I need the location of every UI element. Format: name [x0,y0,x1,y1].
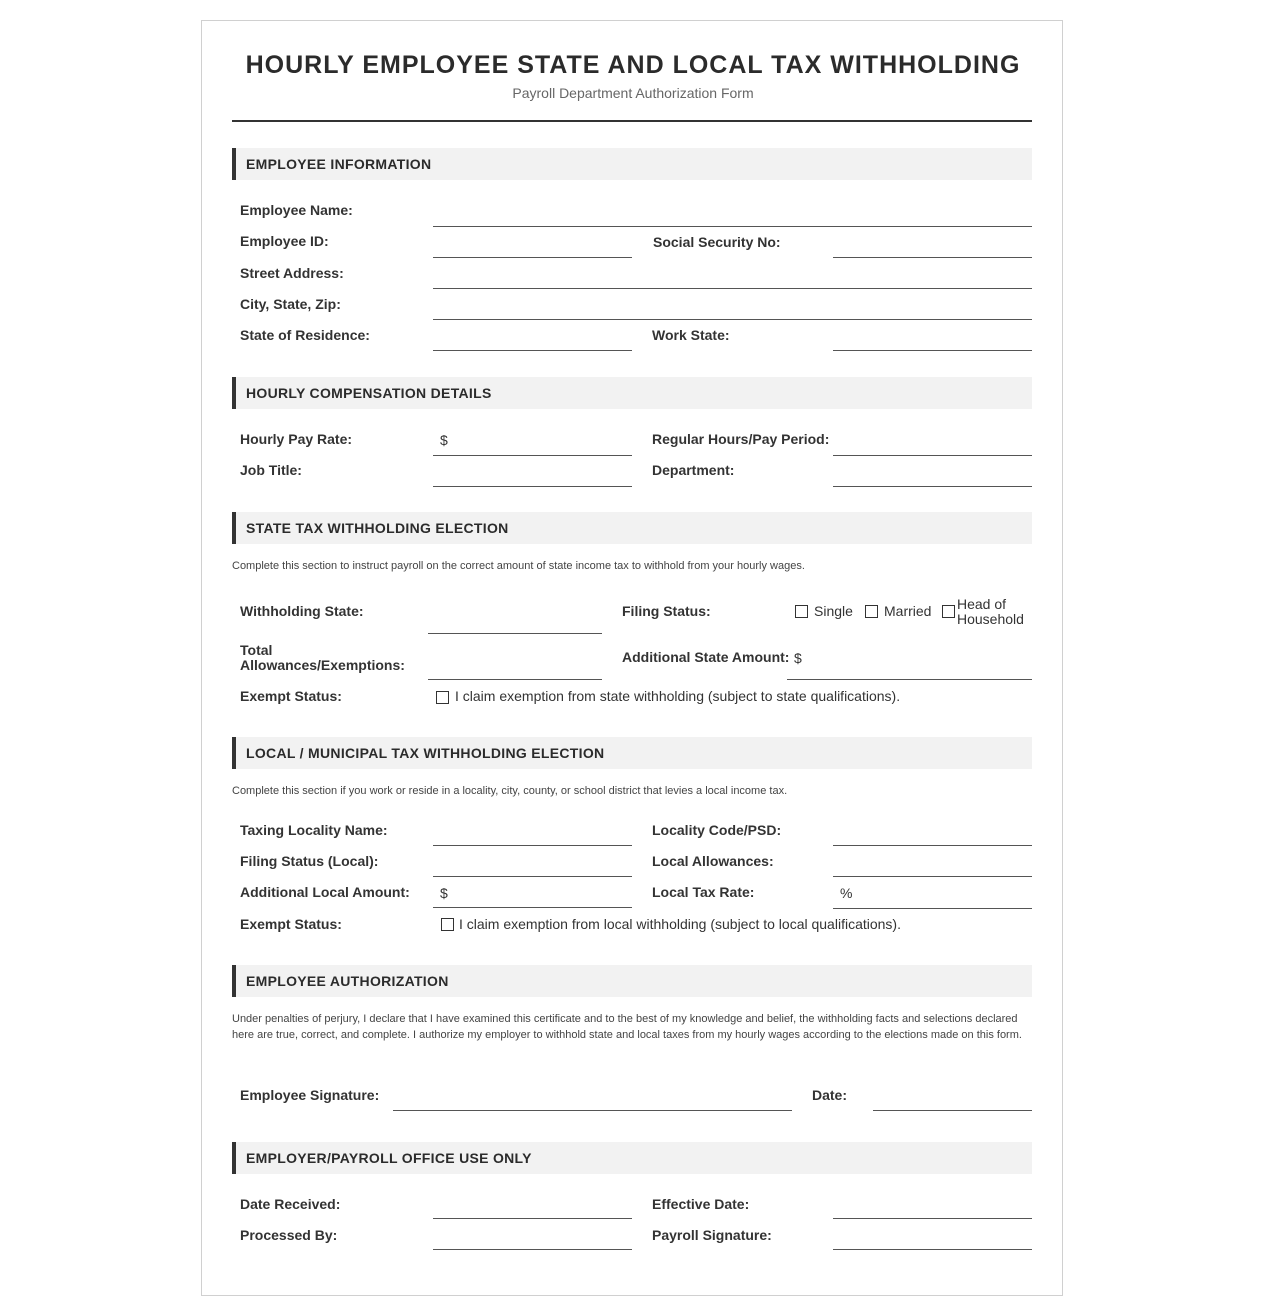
filing-status-label: Filing Status: [622,603,711,619]
form-subtitle: Payroll Department Authorization Form [512,85,754,101]
married-checkbox[interactable] [865,605,878,618]
taxing-locality-name-label: Taxing Locality Name: [240,822,388,838]
job-title-field[interactable] [433,486,632,487]
section-heading: LOCAL / MUNICIPAL TAX WITHHOLDING ELECTION [246,745,605,761]
local-allowances-field[interactable] [833,876,1032,877]
state-exempt-status-label: Exempt Status: [240,688,342,704]
job-title-label: Job Title: [240,462,302,478]
state-exempt-text: I claim exemption from state withholding (subject to state qualifications). [455,688,901,704]
section-hourly-compensation [232,377,1032,409]
work-state-label: Work State: [652,327,730,343]
authorization-note-line2: here are true, correct, and complete. I authorize my employer to withhold state and local taxes from my hourly wages according to the elections made on this form. [232,1029,1022,1041]
form-title: HOURLY EMPLOYEE STATE AND LOCAL TAX WITHHOLDING [245,51,1021,79]
withholding-state-field[interactable] [428,633,602,634]
head-of-household-checkbox[interactable] [942,605,955,618]
date-received-field[interactable] [433,1218,632,1219]
withholding-state-label: Withholding State: [240,603,364,619]
local-tax-note: Complete this section if you work or reside in a locality, city, county, or school district that levies a local income tax. [232,785,788,797]
currency-prefix: $ [440,885,448,901]
state-of-residence-field[interactable] [433,350,632,351]
local-tax-rate-label: Local Tax Rate: [652,884,755,900]
effective-date-label: Effective Date: [652,1196,750,1212]
section-employee-authorization [232,965,1032,997]
employee-name-field[interactable] [433,226,1032,227]
regular-hours-label: Regular Hours/Pay Period: [652,431,830,447]
employee-signature-label: Employee Signature: [240,1087,380,1103]
percent-prefix: % [840,885,853,901]
allowances-field[interactable] [428,679,602,680]
single-option-label: Single [814,603,853,619]
locality-code-label: Locality Code/PSD: [652,822,782,838]
local-exempt-checkbox[interactable] [441,918,454,931]
signature-date-field[interactable] [873,1110,1032,1111]
payroll-signature-field[interactable] [833,1249,1032,1250]
head-of-household-label-line2: Household [957,611,1024,627]
hourly-pay-rate-field[interactable] [433,455,632,456]
regular-hours-field[interactable] [833,455,1032,456]
payroll-signature-label: Payroll Signature: [652,1227,772,1243]
local-filing-status-field[interactable] [433,876,632,877]
signature-date-label: Date: [812,1087,848,1103]
state-tax-note: Complete this section to instruct payroll on the correct amount of state income tax to withhold from your hourly wages. [232,560,805,572]
single-checkbox[interactable] [795,605,808,618]
taxing-locality-name-field[interactable] [433,845,632,846]
form-page [201,20,1063,1296]
hourly-pay-rate-label: Hourly Pay Rate: [240,431,353,447]
employee-signature-field[interactable] [393,1110,792,1111]
local-tax-rate-field[interactable] [833,908,1032,909]
section-local-tax [232,737,1032,769]
section-heading: HOURLY COMPENSATION DETAILS [246,385,492,401]
additional-local-amount-field[interactable] [433,907,632,908]
ssn-label: Social Security No: [653,234,781,250]
section-employee-information [232,148,1032,180]
currency-prefix: $ [794,650,802,666]
department-field[interactable] [833,486,1032,487]
city-state-zip-label: City, State, Zip: [240,296,341,312]
allowances-label-line1: Total [240,642,273,658]
employee-id-field[interactable] [433,257,632,258]
additional-state-amount-field[interactable] [787,679,1032,680]
work-state-field[interactable] [833,350,1032,351]
street-address-field[interactable] [433,288,1032,289]
currency-prefix: $ [440,432,448,448]
additional-state-amount-label: Additional State Amount: [622,649,790,665]
local-allowances-label: Local Allowances: [652,853,774,869]
section-office-use [232,1142,1032,1174]
employee-name-label: Employee Name: [240,202,353,218]
department-label: Department: [652,462,735,478]
effective-date-field[interactable] [833,1218,1032,1219]
ssn-field[interactable] [833,257,1032,258]
locality-code-field[interactable] [833,845,1032,846]
state-exempt-checkbox[interactable] [436,691,449,704]
section-heading: STATE TAX WITHHOLDING ELECTION [246,520,509,536]
city-state-zip-field[interactable] [433,319,1032,320]
section-heading: EMPLOYER/PAYROLL OFFICE USE ONLY [246,1150,532,1166]
authorization-note-line1: Under penalties of perjury, I declare that I have examined this certificate and to the best of my knowledge and belief, the withholding facts and selections declared [232,1013,1018,1025]
section-state-tax [232,512,1032,544]
married-option-label: Married [884,603,932,619]
title-rule [232,120,1032,122]
local-exempt-text: I claim exemption from local withholding (subject to local qualifications). [459,916,901,932]
processed-by-field[interactable] [433,1249,632,1250]
employee-id-label: Employee ID: [240,233,329,249]
date-received-label: Date Received: [240,1196,341,1212]
state-of-residence-label: State of Residence: [240,327,370,343]
local-filing-status-label: Filing Status (Local): [240,853,379,869]
processed-by-label: Processed By: [240,1227,338,1243]
allowances-label-line2: Allowances/Exemptions: [240,657,405,673]
additional-local-amount-label: Additional Local Amount: [240,884,410,900]
street-address-label: Street Address: [240,265,344,281]
section-heading: EMPLOYEE INFORMATION [246,156,432,172]
local-exempt-status-label: Exempt Status: [240,916,342,932]
section-heading: EMPLOYEE AUTHORIZATION [246,973,449,989]
head-of-household-label-line1: Head of [957,596,1007,612]
